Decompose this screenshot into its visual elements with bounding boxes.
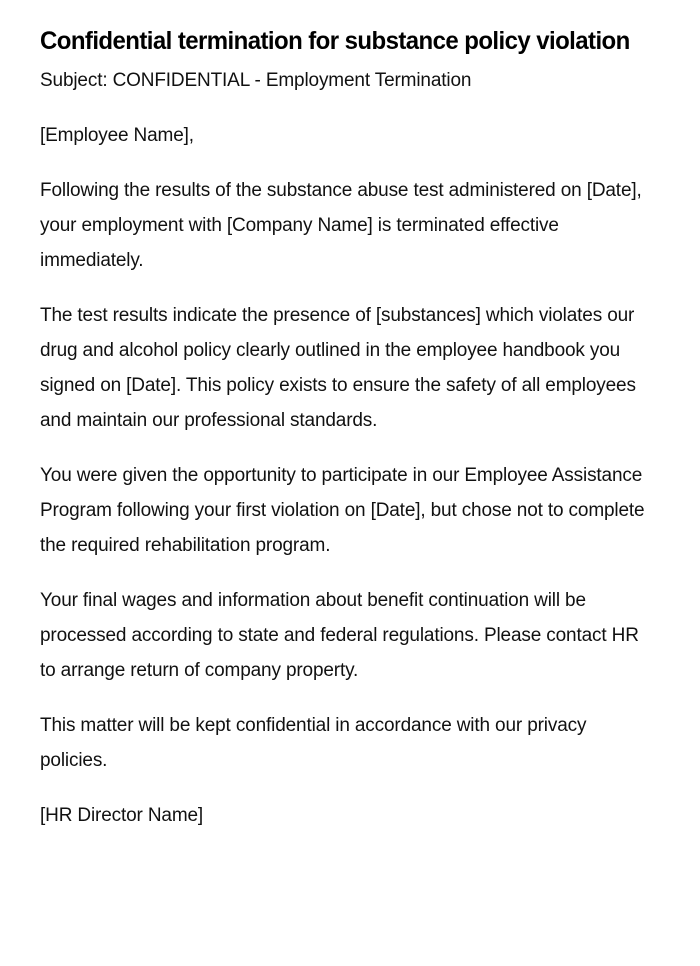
body-paragraph-assistance-program: You were given the opportunity to participate in our Employee Assistance Program following your first violation on [Date], but chose not to complete the required rehabilitation program.	[40, 465, 645, 556]
salutation: [Employee Name],	[40, 125, 194, 146]
signature: [HR Director Name]	[40, 805, 204, 826]
body-paragraph-final-wages: Your final wages and information about benefit continuation will be processed according to state and federal regulations. Please contact HR to arrange return of company property.	[40, 590, 639, 681]
document-title: Confidential termination for substance policy violation	[40, 27, 630, 55]
body-paragraph-test-results: The test results indicate the presence of [substances] which violates our drug and alcohol policy clearly outlined in the employee handbook you signed on [Date]. This policy exists to ensure the safety of all employees and maintain our professional standards.	[40, 305, 636, 431]
body-paragraph-confidentiality: This matter will be kept confidential in accordance with our privacy policies.	[40, 715, 587, 771]
subject-line: Subject: CONFIDENTIAL - Employment Termination	[40, 70, 472, 91]
body-paragraph-termination: Following the results of the substance abuse test administered on [Date], your employment with [Company Name] is terminated effective immediately.	[40, 180, 642, 271]
